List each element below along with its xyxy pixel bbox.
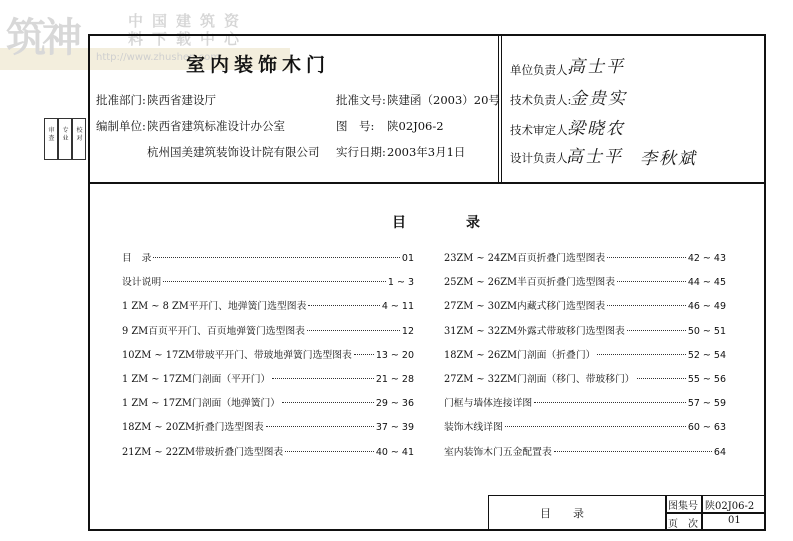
toc-row (122, 419, 414, 433)
tech-reviewer-signature: 梁晓农 (568, 119, 625, 139)
design-responsible-signature-2: 李秋斌 (640, 149, 697, 169)
toc-entry-pages: 40 ~ 41 (375, 446, 414, 458)
toc-entry-title: 室内装饰木门五金配置表 (444, 446, 552, 458)
toc-row (444, 347, 726, 361)
toc-entry-pages: 37 ~ 39 (375, 422, 414, 434)
toc-leader-dots (153, 257, 400, 258)
title-block-atlas-value: 陕02J06-2 (705, 501, 755, 512)
toc-entry-title: 18ZM ~ 20ZM折叠门选型图表 (122, 422, 264, 434)
title-block-atlas-label: 图集号 (668, 501, 698, 512)
strip-char: 对 (76, 135, 83, 142)
toc-leader-dots (282, 402, 374, 403)
toc-leader-dots (307, 330, 400, 331)
toc-entry-title: 27ZM ~ 32ZM门剖面（移门、带玻移门） (444, 374, 635, 385)
toc-leader-dots (266, 426, 374, 427)
toc-row (444, 250, 726, 264)
strip-char: 查 (48, 135, 55, 142)
toc-entry-pages: 50 ~ 51 (687, 325, 726, 337)
toc-title: 目录 (392, 215, 540, 231)
toc-entry-pages: 46 ~ 49 (687, 301, 726, 313)
toc-row (444, 298, 726, 312)
toc-leader-dots (597, 354, 685, 355)
toc-leader-dots (163, 281, 386, 282)
approval-dept-label: 批准部门: (96, 93, 146, 107)
effective-date: 2003年3月1日 (387, 145, 466, 159)
toc-entry-pages: 60 ~ 63 (687, 422, 726, 434)
toc-row (122, 274, 414, 288)
toc-row (122, 444, 414, 458)
toc-entry-pages: 52 ~ 54 (687, 349, 726, 361)
compiler-1: 陕西省建筑标准设计办公室 (147, 119, 285, 133)
toc-entry-pages: 21 ~ 28 (375, 374, 414, 385)
strip-char: 审 (48, 127, 55, 134)
toc-leader-dots (627, 330, 686, 331)
strip-char: 业 (62, 135, 69, 142)
header-column-divider (501, 34, 502, 184)
toc-entry-title: 1 ZM ~ 17ZM门剖面（地弹簧门） (122, 398, 281, 410)
document-title: 室内装饰木门 (186, 54, 331, 76)
toc-leader-dots (272, 378, 374, 379)
toc-entry-pages: 42 ~ 43 (687, 253, 726, 264)
toc-leader-dots (617, 281, 686, 282)
toc-entry-title: 目 录 (122, 253, 152, 264)
toc-leader-dots (354, 354, 374, 355)
toc-entry-title: 25ZM ~ 26ZM半百页折叠门选型图表 (444, 277, 616, 289)
watermark-logo: 筑神 (6, 14, 78, 61)
compiler-label: 编制单位: (96, 119, 146, 133)
unit-responsible-label: 单位负责人: (510, 63, 572, 77)
toc-entry-pages: 29 ~ 36 (375, 398, 414, 410)
toc-entry-title: 23ZM ~ 24ZM百页折叠门选型图表 (444, 253, 606, 264)
toc-row (444, 419, 726, 433)
toc-entry-pages: 57 ~ 59 (687, 398, 726, 410)
toc-leader-dots (607, 257, 686, 258)
watermark-url: http://www.zhushen.com (96, 52, 220, 63)
toc-row (444, 444, 726, 458)
toc-entry-pages: 55 ~ 56 (687, 374, 726, 385)
tech-responsible-label: 技术负责人: (510, 93, 572, 107)
watermark-text-row1: 中国建筑资 (128, 12, 249, 30)
tech-responsible-signature: 金贵实 (570, 89, 627, 109)
compiler-2: 杭州国美建筑装饰设计院有限公司 (147, 145, 320, 159)
toc-entry-pages: 44 ~ 45 (687, 277, 726, 289)
toc-entry-pages: 01 (401, 253, 414, 264)
atlas-no: 陕02J06-2 (387, 119, 444, 133)
toc-leader-dots (637, 378, 686, 379)
toc-row (444, 274, 726, 288)
title-block-page-label: 页 次 (668, 519, 698, 530)
unit-responsible-signature: 高士平 (568, 57, 625, 77)
toc-entry-pages: 12 (401, 325, 414, 337)
strip-cell (58, 118, 72, 160)
design-responsible-signature: 高士平 (566, 147, 623, 167)
strip-cell (72, 118, 86, 160)
strip-cell (44, 118, 58, 160)
toc-row (122, 323, 414, 337)
toc-leader-dots (534, 402, 686, 403)
atlas-no-label: 图 号: (336, 119, 375, 133)
toc-entry-title: 21ZM ~ 22ZM带玻折叠门选型图表 (122, 446, 284, 458)
toc-entry-title: 设计说明 (122, 277, 162, 289)
toc-entry-pages: 4 ~ 11 (381, 301, 414, 313)
tech-reviewer-label: 技术审定人: (510, 123, 572, 137)
watermark-text-row2: 料下载中心 (128, 30, 249, 48)
toc-entry-title: 18ZM ~ 26ZM门剖面（折叠门） (444, 349, 596, 361)
toc-row (122, 347, 414, 361)
approval-doc-label: 批准文号: (336, 93, 386, 107)
toc-row (122, 298, 414, 312)
toc-entry-title: 31ZM ~ 32ZM外露式带玻移门选型图表 (444, 325, 625, 337)
toc-entry-pages: 13 ~ 20 (375, 349, 414, 361)
approval-doc: 陕建函（2003）20号 (387, 93, 500, 107)
effective-date-label: 实行日期: (336, 145, 386, 159)
strip-char: 专 (62, 127, 69, 134)
header-divider (88, 182, 766, 184)
toc-entry-title: 27ZM ~ 30ZM内藏式移门选型图表 (444, 301, 606, 313)
toc-row (444, 395, 726, 409)
toc-row (122, 250, 414, 264)
design-responsible-label: 设计负责人: (510, 151, 572, 165)
toc-leader-dots (607, 305, 686, 306)
toc-entry-title: 9 ZM百页平开门、百页地弹簧门选型图表 (122, 325, 305, 337)
toc-entry-pages: 64 (713, 446, 726, 458)
toc-entry-title: 装饰木线详图 (444, 422, 503, 434)
toc-leader-dots (554, 451, 712, 452)
toc-leader-dots (505, 426, 686, 427)
toc-row (122, 395, 414, 409)
toc-row (444, 371, 726, 385)
binding-strip (44, 118, 88, 160)
toc-row (122, 371, 414, 385)
toc-entry-title: 10ZM ~ 17ZM带玻平开门、带玻地弹簧门选型图表 (122, 349, 352, 361)
toc-row (444, 323, 726, 337)
toc-entry-pages: 1 ~ 3 (387, 277, 414, 289)
toc-entry-title: 门框与墙体连接详图 (444, 398, 533, 410)
header-column-divider (498, 34, 499, 184)
approval-dept: 陕西省建设厅 (147, 93, 216, 107)
strip-char: 校 (76, 127, 83, 134)
toc-entry-title: 1 ZM ~ 8 ZM平开门、地弹簧门选型图表 (122, 301, 307, 313)
title-block-page-value: 01 (728, 515, 741, 526)
title-block-sheet-name: 目 录 (540, 507, 584, 520)
toc-leader-dots (285, 451, 374, 452)
toc-leader-dots (308, 305, 379, 306)
toc-entry-title: 1 ZM ~ 17ZM门剖面（平开门） (122, 374, 271, 385)
